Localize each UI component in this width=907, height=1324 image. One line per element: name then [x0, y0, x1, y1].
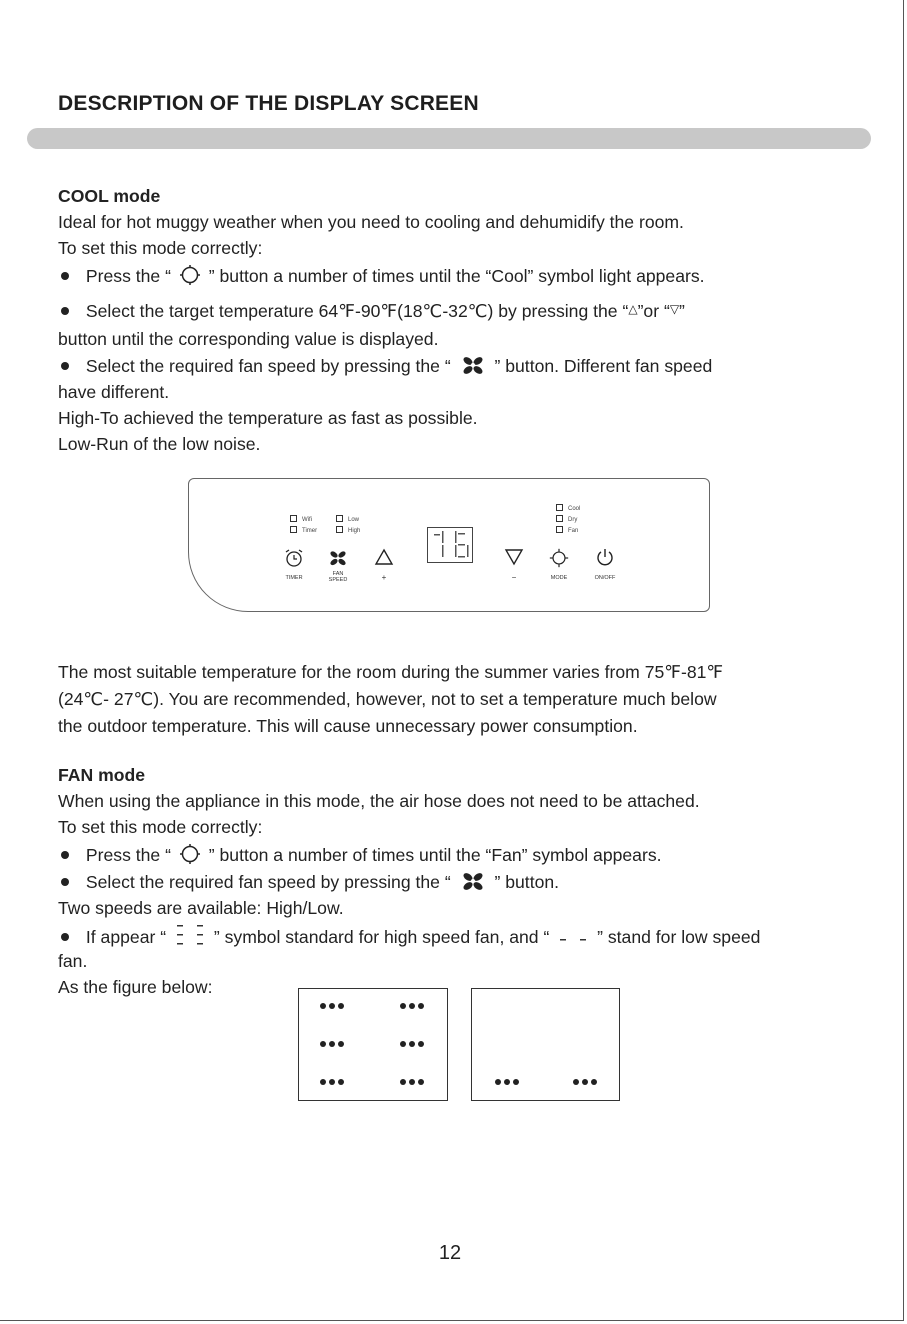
fan-figure-below: As the figure below:: [58, 977, 213, 997]
cool-intro: Ideal for hot muggy weather when you need to cooling and dehumidify the room.: [58, 212, 684, 232]
fan-mode-heading: FAN mode: [58, 765, 145, 785]
dot-segment: [320, 1079, 344, 1085]
dot-segment: [495, 1079, 519, 1085]
fan-two-speeds: Two speeds are available: High/Low.: [58, 898, 344, 918]
fan-speed-label-2: SPEED: [328, 577, 348, 583]
dot-segment: [400, 1079, 424, 1085]
indicator-dry: Dry: [556, 515, 577, 524]
cool-b2-cont: button until the corresponding value is displayed.: [58, 329, 439, 349]
summer-line-3: the outdoor temperature. This will cause unnecessary power consumption.: [58, 716, 638, 736]
lcd-digits: [428, 528, 472, 562]
indicator-timer: Timer: [290, 526, 317, 535]
summer-line-2: (24℃- 27℃). You are recommended, however, not to set a temperature much below: [58, 689, 717, 709]
cool-set-correctly: To set this mode correctly:: [58, 238, 263, 258]
indicator-fan: Fan: [556, 526, 578, 535]
cool-low-speed: Low-Run of the low noise.: [58, 434, 261, 454]
onoff-label: ON/OFF: [594, 575, 616, 581]
indicator-low: Low: [336, 515, 359, 524]
low-speed-display-figure: [471, 988, 620, 1101]
fan-bullet-speed: [58, 870, 559, 893]
summer-line-1: The most suitable temperature for the room during the summer varies from 75℉-81℉: [58, 662, 724, 682]
cool-bullet-fan: [58, 354, 712, 377]
fan-b2-post: ” button.: [494, 872, 560, 892]
plus-label: +: [381, 573, 387, 582]
down-triangle-icon[interactable]: [504, 547, 524, 567]
title-underline-bar: [27, 128, 871, 149]
high-speed-symbol-icon: [173, 923, 207, 947]
fan-b3-cont: fan.: [58, 951, 88, 971]
cool-bullet-temp: [58, 298, 685, 322]
cool-mode-heading: COOL mode: [58, 186, 161, 206]
cool-b1-pre: Press the “: [85, 266, 171, 286]
cool-b2-pre: Select the target temperature 64℉-90℉(18℃-32℃) by pressing the “: [85, 301, 629, 321]
fan-b1-pre: Press the “: [85, 845, 171, 865]
fan-icon: [458, 354, 488, 376]
minus-label: −: [511, 573, 517, 582]
mode-icon: [178, 843, 202, 865]
high-speed-display-figure: [298, 988, 448, 1101]
cool-high-speed: High-To achieved the temperature as fast as possible.: [58, 408, 478, 428]
cool-bullet-mode: [58, 264, 705, 287]
fan-set-correctly: To set this mode correctly:: [58, 817, 263, 837]
mode-label: MODE: [550, 575, 568, 581]
cool-b3-cont: have different.: [58, 382, 170, 402]
fan-speed-icon[interactable]: [327, 547, 349, 569]
fan-bullet-symbols: [58, 923, 760, 948]
control-panel-figure: [188, 478, 710, 612]
dot-segment: [320, 1003, 344, 1009]
low-speed-symbol-icon: [556, 923, 590, 947]
page-title: DESCRIPTION OF THE DISPLAY SCREEN: [58, 92, 479, 115]
up-triangle-icon[interactable]: [374, 547, 394, 567]
fan-icon: [458, 870, 488, 892]
cool-b1-post: ” button a number of times until the “Cool” symbol light appears.: [208, 266, 705, 286]
dot-segment: [400, 1003, 424, 1009]
dot-segment: [320, 1041, 344, 1047]
mode-icon: [178, 264, 202, 286]
fan-b1-post: ” button a number of times until the “Fan” symbol appears.: [208, 845, 662, 865]
fan-intro: When using the appliance in this mode, the air hose does not need to be attached.: [58, 791, 700, 811]
cool-b3-post: ” button. Different fan speed: [494, 356, 713, 376]
timer-icon[interactable]: [283, 547, 305, 569]
up-arrow-icon: △: [628, 302, 638, 316]
fan-speed-label: [321, 571, 355, 583]
indicator-cool: Cool: [556, 504, 580, 513]
power-icon[interactable]: [594, 546, 616, 568]
indicator-high: High: [336, 526, 360, 535]
cool-b2-end: ”: [679, 301, 685, 321]
page-number: 12: [438, 1242, 462, 1264]
indicator-wifi: Wifi: [290, 515, 312, 524]
fan-bullet-mode: [58, 843, 662, 866]
dot-segment: [400, 1041, 424, 1047]
down-arrow-icon: ▽: [669, 302, 680, 316]
cool-b3-pre: Select the required fan speed by pressing the “: [85, 356, 451, 376]
cool-b2-mid: ”or “: [637, 301, 670, 321]
lcd-display: [427, 527, 473, 563]
fan-b3-mid: ” symbol standard for high speed fan, and “: [213, 927, 550, 947]
mode-button-icon[interactable]: [548, 547, 570, 569]
timer-label: TIMER: [285, 575, 303, 581]
fan-speed-label-1: FAN: [332, 571, 344, 577]
dot-segment: [573, 1079, 597, 1085]
fan-b3-post: ” stand for low speed: [597, 927, 761, 947]
fan-b3-pre: If appear “: [85, 927, 167, 947]
fan-b2-pre: Select the required fan speed by pressing the “: [85, 872, 451, 892]
